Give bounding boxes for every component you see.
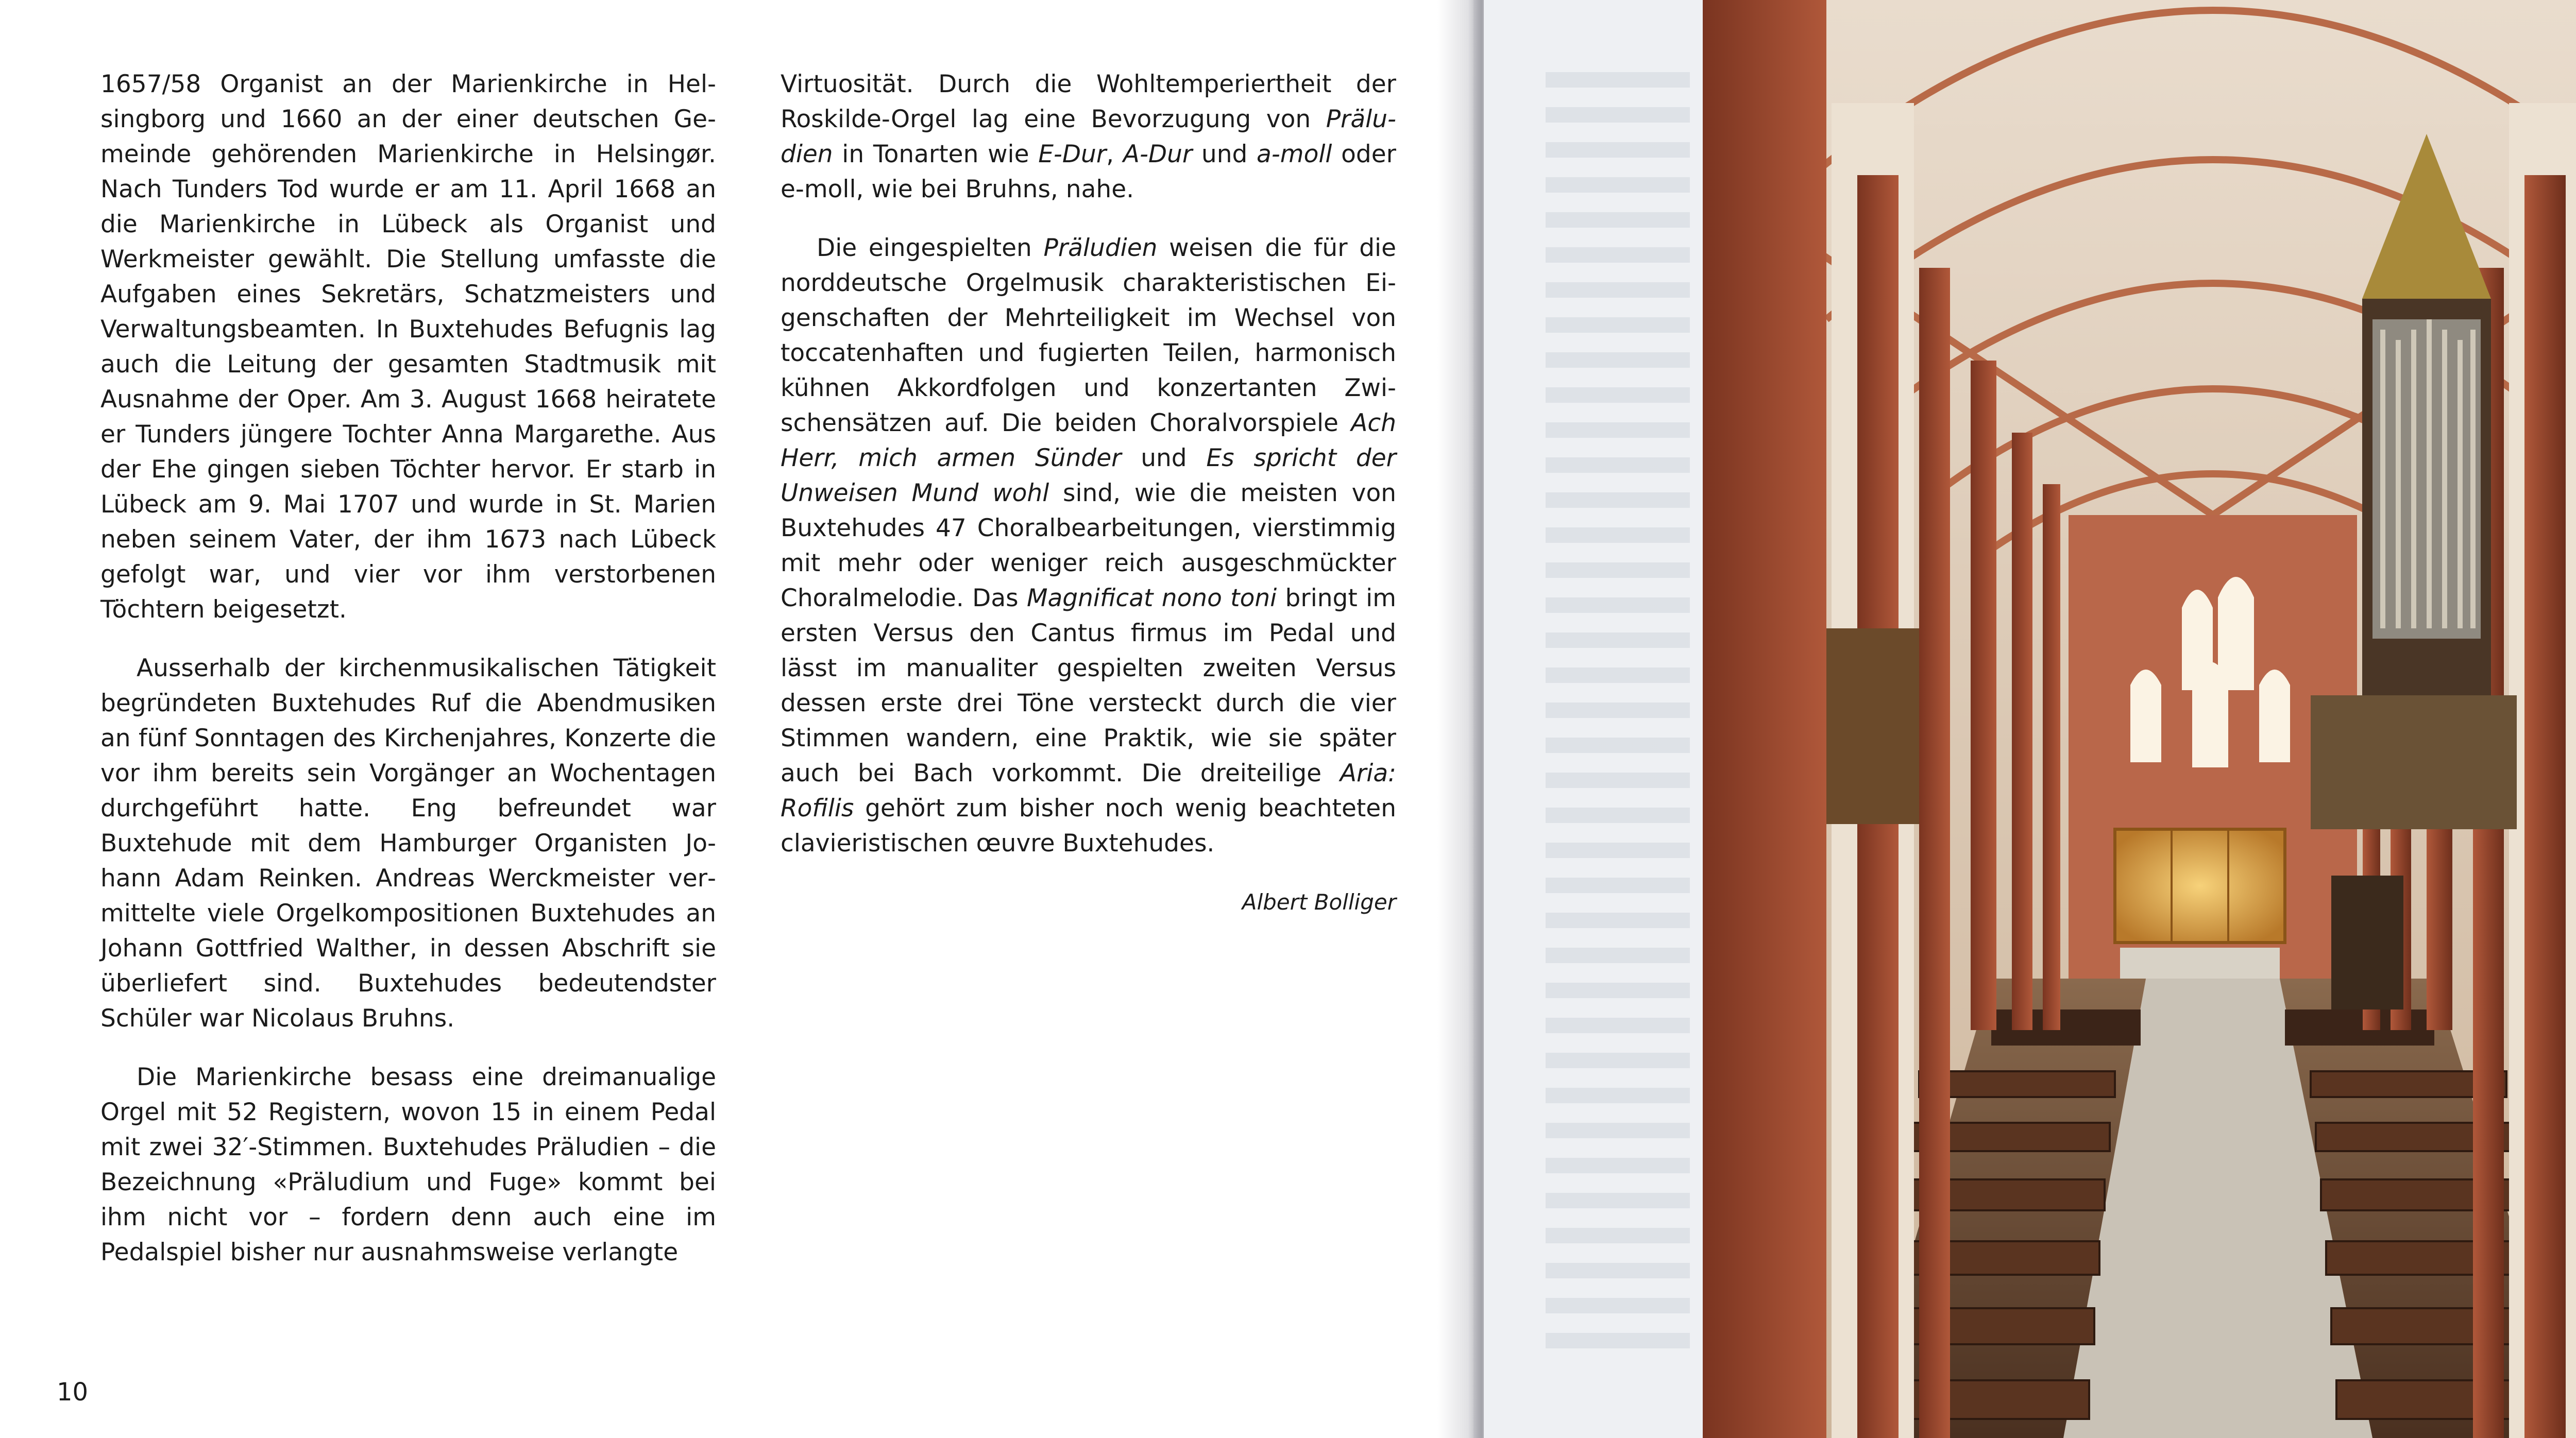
text-run: und bbox=[1121, 444, 1207, 472]
text-run: gehört zum bisher noch wenig beachteten clavieristischen œuvre Buxtehudes. bbox=[781, 794, 1396, 858]
italic-run: a-moll bbox=[1257, 140, 1332, 168]
italic-run: Ach Herr, mich armen Sünder bbox=[781, 409, 1396, 472]
text-run: weisen die für die norddeutsche Orgelmusik charakteristischen Eigenschaften der Mehrteiligkeit im Wechsel von toccatenhaften und fugierten Teilen, harmonisch kühnen Akkordfolgen und konzertanten Zwischensätzen auf. Die beiden Choralvorspiele bbox=[781, 234, 1397, 437]
text-run: in Tonarten wie bbox=[833, 140, 1039, 168]
paragraph-praeludien bbox=[781, 231, 1396, 861]
italic-run: Aria: Rofilis bbox=[781, 759, 1396, 823]
paragraph-biography: 1657/58 Organist an der Marienkirche in Helsingborg und 1660 an der einer deutschen Gemeinde gehörenden Marienkirche in Helsingør. Nach Tunders Tod wurde er am 11. April 1668 an die Marienkirche in Lübeck als Organist und Werkmeister gewählt. Die Stellung umfasste die Aufgaben eines Sekretärs, Schatzmeisters und Verwaltungsbeamten. In Buxtehudes Befugnis lag auch die Leitung der gesamten Stadtmusik mit Ausnahme der Oper. Am 3. August 1668 heiratete er Tunders jüngere Tochter Anna Margarethe. Aus der Ehe gingen sieben Töchter hervor. Er starb in Lübeck am 9. Mai 1707 und wurde in St. Marien neben seinem Vater, der ihm 1673 nach Lübeck gefolgt war, und vier vor ihm verstorbenen Töchtern beigesetzt. bbox=[100, 70, 716, 624]
cathedral-nave-illustration bbox=[1703, 0, 2576, 1438]
paragraph-organ: Die Marienkirche besass eine dreimanualige Orgel mit 52 Registern, wovon 15 in einem Pedal mit zwei 32′-Stimmen. Buxtehudes Präludien – die Bezeichnung «Präludium und Fuge» kommt bei ihm nicht vor – fordern denn auch eine im Pedalspiel bisher nur ausnahmsweise verlangte bbox=[100, 1063, 716, 1266]
italic-run: A-Dur bbox=[1123, 140, 1193, 168]
show-through-text bbox=[1546, 72, 1690, 1360]
text-column-left bbox=[100, 67, 716, 1294]
paragraph-virtuositaet bbox=[781, 67, 1396, 207]
italic-run: Magnificat nono toni bbox=[1026, 584, 1277, 612]
page-number-left: 10 bbox=[57, 1378, 89, 1407]
text-run: sind, wie die meisten von Buxtehudes 47 Choralbearbeitungen, vierstimmig mit mehr oder weniger reich ausgeschmückter Choralmelodie. Das bbox=[781, 479, 1396, 612]
text-column-right bbox=[781, 67, 1396, 944]
italic-run: Präludien bbox=[1043, 234, 1158, 262]
text-run: Die eingespielten bbox=[817, 234, 1044, 262]
text-run: und bbox=[1192, 140, 1257, 168]
italic-run: Es spricht der Unweisen Mund wohl bbox=[781, 444, 1396, 507]
author-signature: Albert Bolliger bbox=[1242, 889, 1396, 915]
italic-run: E-Dur bbox=[1038, 140, 1107, 168]
text-run: Virtuosität. Durch die Wohltemperiertheit der Roskilde-Orgel lag eine Bevorzugung von bbox=[781, 70, 1396, 133]
text-run: oder e-moll, wie bei Bruhns, nahe. bbox=[781, 140, 1396, 203]
text-run: , bbox=[1106, 140, 1123, 168]
text-run: bringt im ersten Versus den Cantus firmus im Pedal und lässt im manualiter gespielten zweiten Versus dessen erste drei Töne versteckt durch die vier Stimmen wandern, eine Praktik, wie sie später auch bei Bach vorkommt. Die dreiteilige bbox=[781, 584, 1396, 788]
cathedral-photo bbox=[1703, 0, 2576, 1438]
paragraph-abendmusiken: Ausserhalb der kirchenmusikalischen Tätigkeit begründeten Buxtehudes Ruf die Abendmusiken an fünf Sonntagen des Kirchenjahres, Konzerte die vor ihm bereits sein Vorgänger an Wochentagen durchgeführt hatte. Eng befreundet war Buxtehude mit dem Hamburger Organisten Johann Adam Reinken. Andreas Werckmeister vermittelte viele Orgelkompositionen Buxtehudes an Johann Gottfried Walther, in dessen Abschrift sie überliefert sind. Buxtehudes bedeutendster Schüler war Nicolaus Bruhns. bbox=[100, 654, 716, 1033]
italic-run: Präludien bbox=[781, 105, 1396, 168]
